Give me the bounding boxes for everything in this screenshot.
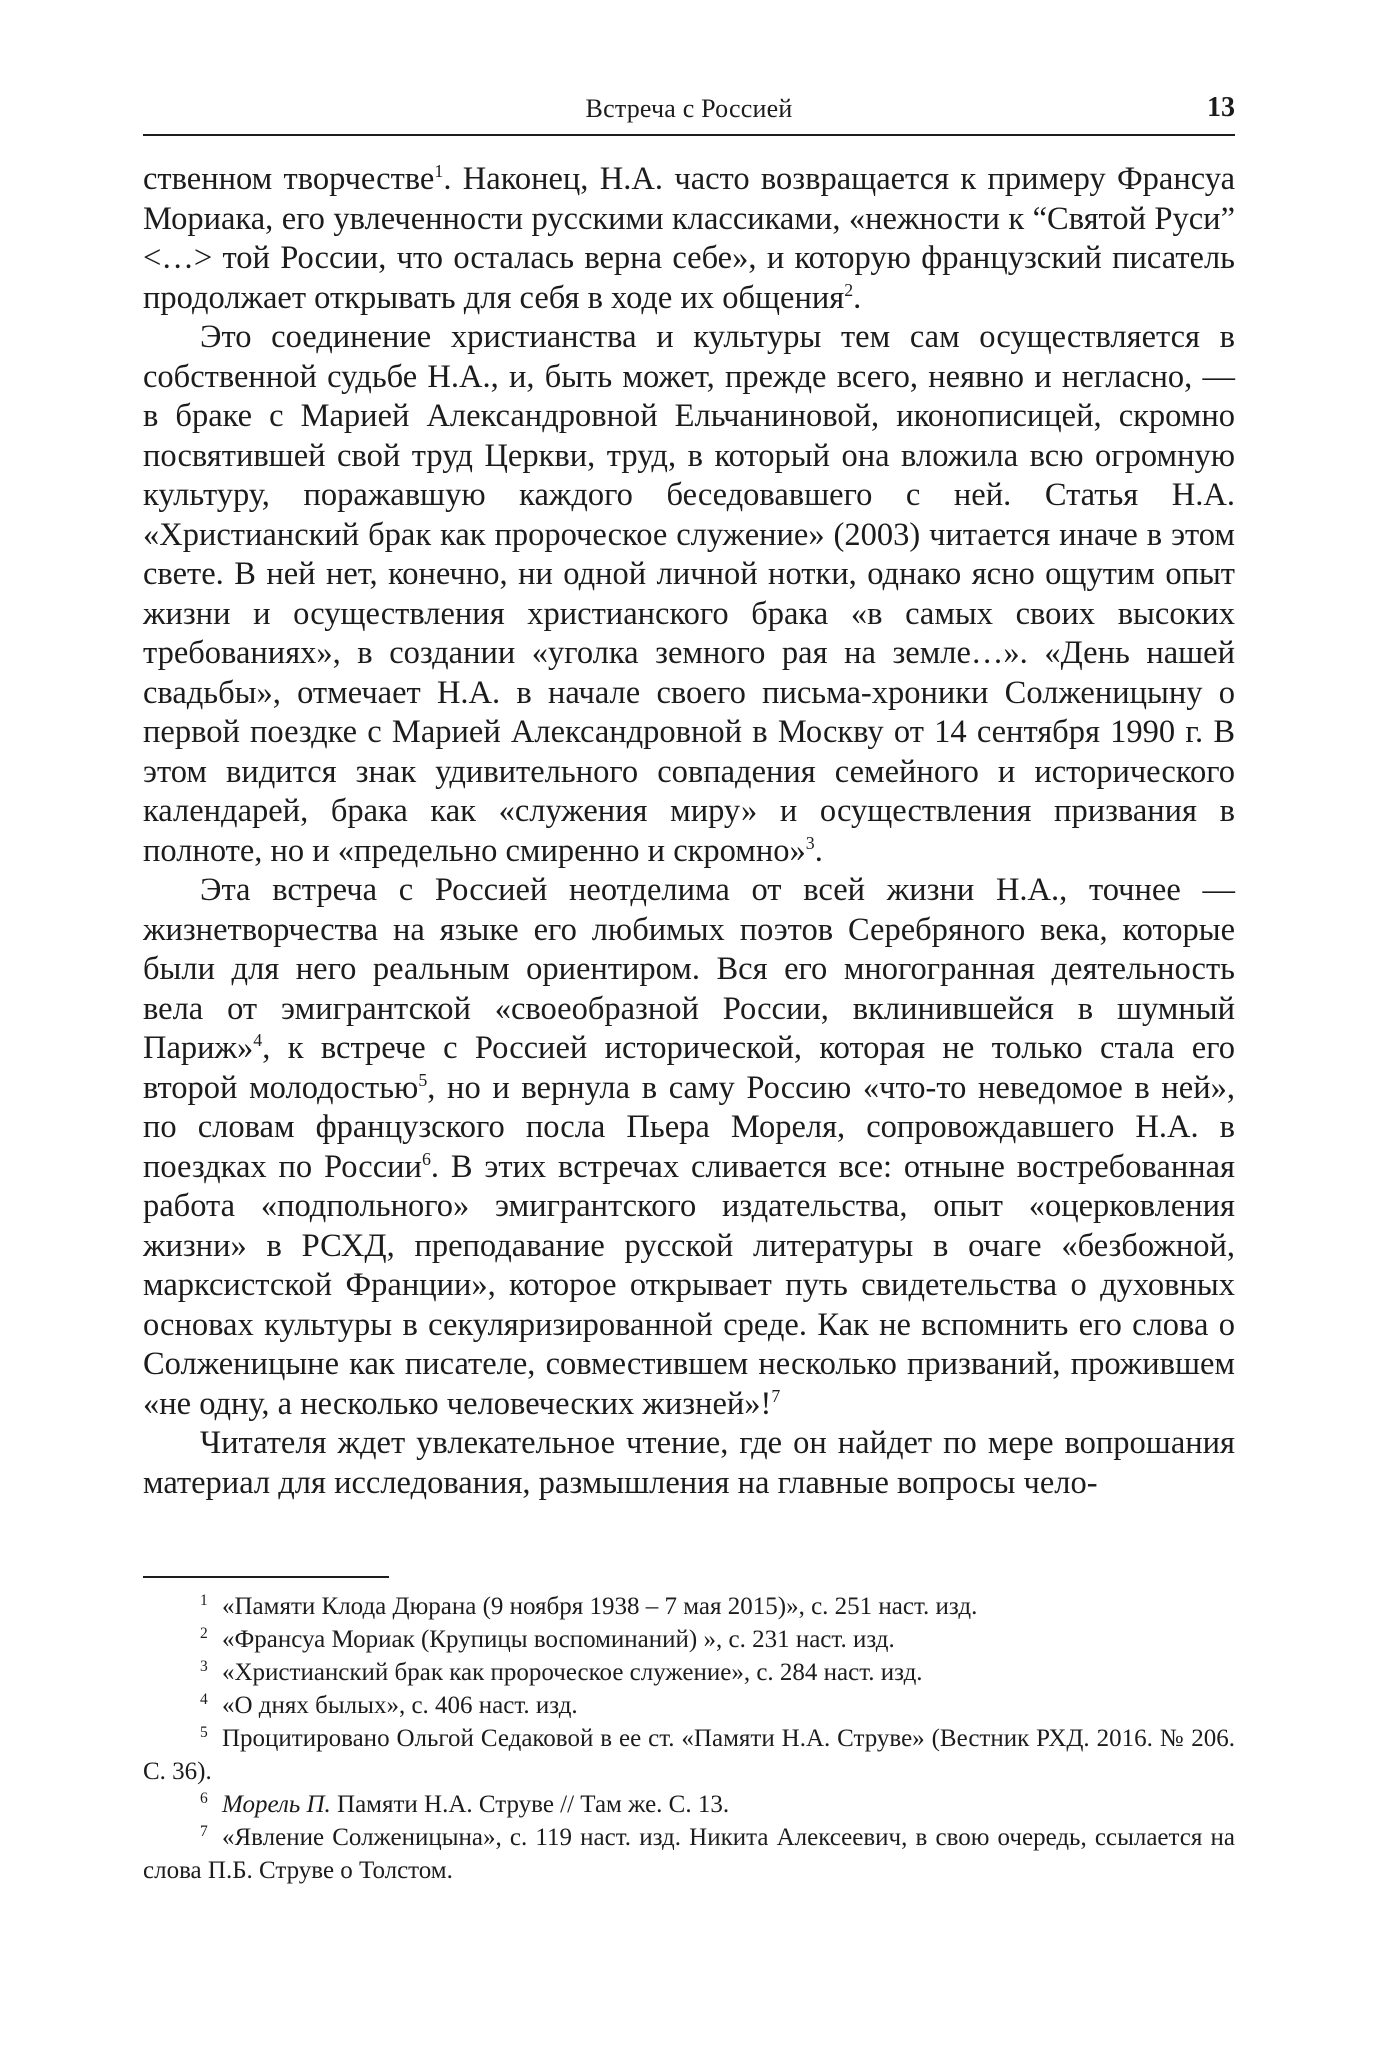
footnote-ref: 2 bbox=[844, 279, 854, 300]
footnote: 7 «Явление Солженицына», с. 119 наст. изд. Никита Алексеевич, в свою очередь, ссылается на слова П.Б. Струве о Толстом. bbox=[143, 1822, 1235, 1884]
footnote-separator bbox=[143, 1576, 389, 1578]
footnote-ref: 5 bbox=[418, 1069, 428, 1090]
footnote-ref: 4 bbox=[253, 1030, 263, 1051]
text-run: Это соединение христианства и культуры тем сам осуществляется в собственной судьбе Н.А., и, быть может, прежде всего, неявно и негласно, — в браке с Марией Александровной Ельчаниновой, иконописицей, скромно посвятившей свой труд Церкви, труд, в который она вложила всю огромную культуру, поражавшую каждого беседовавшего с ней. Статья Н.А. «Христианский брак как пророческое служение» (2003) читается иначе в этом свете. В ней нет, конечно, ни одной личной нотки, однако ясно ощутим опыт жизни и осуществления христианского брака «в самых своих высоких требованиях», в создании «уголка земного рая на земле…». «День нашей свадьбы», отмечает Н.А. в начале своего письма-хроники Солженицыну о первой поездке с Марией Александровной в Москву от 14 сентября 1990 г. В этом видится знак удивительного совпадения семейного и исторического календарей, брака как «служения миру» и осуществления призвания в полноте, но и «предельно смиренно и скромно» bbox=[143, 319, 1235, 869]
text-run: «Явление Солженицына», с. 119 наст. изд. Никита Алексеевич, в свою очередь, ссылается на слова П.Б. Струве о Толстом. bbox=[143, 1824, 1235, 1884]
book-page bbox=[143, 0, 1235, 2048]
footnote: 5 Процитировано Ольгой Седаковой в ее ст. «Памяти Н.А. Струве» (Вестник РХД. 2016. № 206. С. 36). bbox=[143, 1723, 1235, 1785]
footnote-ref: 6 bbox=[421, 1148, 431, 1169]
footnote-ref: 1 bbox=[434, 161, 444, 182]
text-run: Читателя ждет увлекательное чтение, где он найдет по мере вопрошания материал для исследования, размышления на главные вопросы чело- bbox=[143, 1425, 1235, 1501]
text-run: . В этих встречах сливается все: отныне востребованная работа «подпольного» эмигрантского издательства, опыт «оцерковления жизни» в РСХД, преподавание русской литературы в очаге «безбожной, марксистской Франции», которое открывает путь свидетельства о духовных основах культуры в секуляризированной среде. Как не вспомнить его слова о Солженицыне как писателе, совместившем несколько призваний, прожившем «не одну, а несколько человеческих жизней»! bbox=[143, 1148, 1235, 1422]
page-number: 13 bbox=[1207, 92, 1235, 123]
footnote: 4 «О днях былых», с. 406 наст. изд. bbox=[200, 1690, 578, 1719]
text-run: , к встрече с Россией исторической, которая не только стала его второй молодостью bbox=[143, 1030, 1235, 1106]
paragraph bbox=[143, 160, 1235, 318]
text-run: Процитировано Ольгой Седаковой в ее ст. «Памяти Н.А. Струве» (Вестник РХД. 2016. № 206. С. 36). bbox=[143, 1725, 1235, 1785]
paragraph bbox=[143, 1424, 1235, 1503]
footnote: 3 «Христианский брак как пророческое служение», с. 284 наст. изд. bbox=[200, 1657, 923, 1686]
author-name: Морель П. bbox=[222, 1791, 331, 1818]
text-run: «Христианский брак как пророческое служение», с. 284 наст. изд. bbox=[222, 1659, 923, 1686]
paragraph bbox=[143, 871, 1235, 1424]
text-run: . bbox=[814, 832, 823, 869]
text-run: Эта встреча с Россией неотделима от всей жизни Н.А., точнее — жизнетворчества на языке его любимых поэтов Серебряного века, которые были для него реальным ориентиром. Вся его многогранная деятельность вела от эмигрантской «своеобразной России, вклинившейся в шумный Париж» bbox=[143, 872, 1235, 1066]
text-run: , но и вернула в саму Россию «что-то неведомое в ней», по словам французского посла Пьера Мореля, сопровождавшего Н.А. в поездках по России bbox=[143, 1069, 1235, 1185]
text-run: «О днях былых», с. 406 наст. изд. bbox=[222, 1692, 578, 1719]
text-run: Памяти Н.А. Струве // Там же. С. 13. bbox=[330, 1791, 730, 1818]
header-rule bbox=[143, 134, 1235, 136]
footnotes bbox=[143, 1590, 1235, 1887]
footnote: 6 Морель П. Памяти Н.А. Струве // Там же. С. 13. bbox=[200, 1789, 730, 1818]
footnote-ref: 7 bbox=[771, 1385, 781, 1406]
text-run: . Наконец, Н.А. часто возвращается к примеру Франсуа Мориака, его увлеченности русскими классиками, «нежности к “Святой Руси” <…> той России, что осталась верна себе», и которую французский писатель продолжает открывать для себя в ходе их общения bbox=[143, 161, 1235, 316]
running-head bbox=[143, 92, 1235, 132]
text-run: ственном творчестве bbox=[143, 161, 435, 197]
footnote-ref: 3 bbox=[805, 832, 815, 853]
footnote: 2 «Франсуа Мориак (Крупицы воспоминаний) », с. 231 наст. изд. bbox=[200, 1624, 895, 1653]
text-run: «Памяти Клода Дюрана (9 ноября 1938 – 7 мая 2015)», с. 251 наст. изд. bbox=[222, 1593, 978, 1620]
text-run: «Франсуа Мориак (Крупицы воспоминаний) », с. 231 наст. изд. bbox=[222, 1626, 895, 1653]
running-title: Встреча с Россией bbox=[585, 94, 793, 123]
text-run: . bbox=[853, 279, 862, 316]
main-text bbox=[143, 160, 1235, 1503]
paragraph bbox=[143, 318, 1235, 871]
footnote: 1 «Памяти Клода Дюрана (9 ноября 1938 – 7 мая 2015)», с. 251 наст. изд. bbox=[200, 1591, 978, 1620]
